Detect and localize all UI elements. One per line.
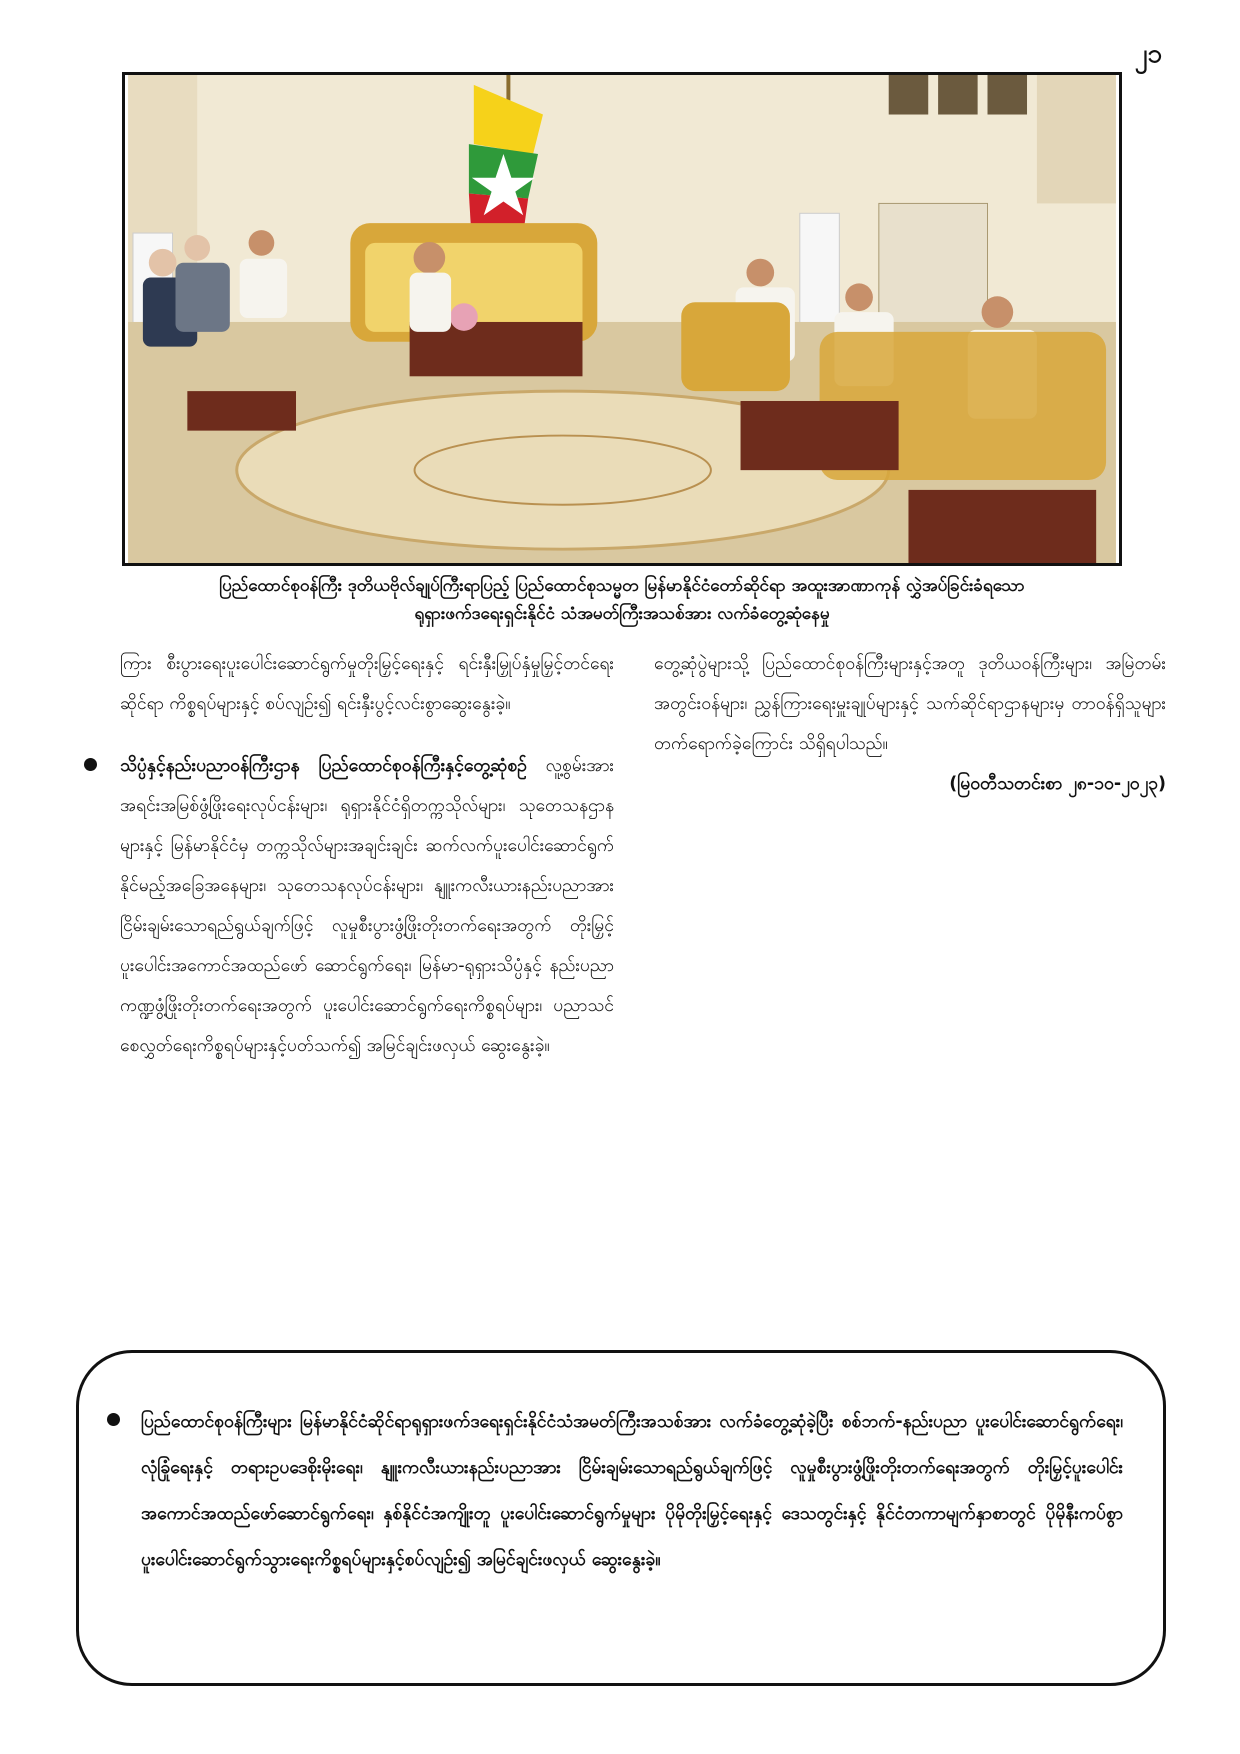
side-table-right	[741, 401, 899, 470]
caption-line-1: ပြည်ထောင်စုဝန်ကြီး ဒုတိယဗိုလ်ချုပ်ကြီးရာပြည့် ပြည်ထောင်စုသမ္မတ မြန်မာနိုင်ငံတော်ဆိုင်ရာ အထူးအာဏာကုန် လွှဲအပ်ခြင်းခံရသော	[219, 576, 1025, 596]
bullet-body: လူ့စွမ်းအား အရင်းအမြစ်ဖွံ့ဖြိုးရေးလုပ်ငန်းများ၊ ရုရှားနိုင်ငံရှိတက္ကသိုလ်များ၊ သုတေသနဌာနများနှင့် မြန်မာနိုင်ငံမှ တက္ကသိုလ်များအချင်းချင်း ဆက်လက်ပူးပေါင်းဆောင်ရွက်နိုင်မည့်အခြေအနေများ၊ သုတေသနလုပ်ငန်းများ၊ နျူးကလီးယားနည်းပညာအား ငြိမ်းချမ်းသောရည်ရွယ်ချက်ဖြင့် လူမှုစီးပွားဖွံ့ဖြိုးတိုးတက်ရေးအတွက် တိုးမြှင့်ပူးပေါင်းအကောင်အထည်ဖော် ဆောင်ရွက်ရေး၊ မြန်မာ-ရုရှားသိပ္ပံနှင့် နည်းပညာ ကဏ္ဍဖွံ့ဖြိုးတိုးတက်ရေးအတွက် ပူးပေါင်းဆောင်ရွက်ရေးကိစ္စရပ်များ၊ ပညာသင်စေလွှတ်ရေးကိစ္စရပ်များနှင့်ပတ်သက်၍ အမြင်ချင်းဖလှယ် ဆွေးနွေးခဲ့။	[120, 756, 614, 1056]
right-column	[654, 644, 1166, 804]
left-paragraph: ကြား စီးပွားရေးပူးပေါင်းဆောင်ရွက်မှုတိုးမြှင့်ရေးနှင့် ရင်းနှီးမြှုပ်နှံမှုမြှင့်တင်ရေးဆိုင်ရာ ကိစ္စရပ်များနှင့် စပ်လျဉ်း၍ ရင်းနှီးပွင့်လင်းစွာဆွေးနွေးခဲ့။	[120, 654, 614, 714]
caption-line-2: ရုရှားဖက်ဒရေးရှင်းနိုင်ငံ သံအမတ်ကြီးအသစ်အား လက်ခံတွေ့ဆုံနေမှု	[414, 604, 830, 624]
wall-frame	[889, 75, 929, 115]
meeting-photo	[122, 72, 1122, 566]
side-table-right-front	[908, 490, 1096, 563]
curtain-right	[1037, 75, 1116, 203]
host-head	[414, 242, 446, 274]
side-table-left	[187, 391, 296, 431]
bullet-icon	[84, 758, 97, 771]
wall-frame	[938, 75, 978, 115]
summary-text: ပြည်ထောင်စုဝန်ကြီးများ မြန်မာနိုင်ငံဆိုင်ရာရုရှားဖက်ဒရေးရှင်းနိုင်ငံသံအမတ်ကြီးအသစ်အား လက်ခံတွေ့ဆုံခဲ့ပြီး စစ်ဘက်-နည်းပညာ ပူးပေါင်းဆောင်ရွက်ရေး၊ လုံခြုံရေးနှင့် တရားဥပဒေစိုးမိုးရေး၊ နျူးကလီးယားနည်းပညာအား ငြိမ်းချမ်းသောရည်ရွယ်ချက်ဖြင့် လူမှုစီးပွားဖွံ့ဖြိုးတိုးတက်ရေးအတွက် တိုးမြှင့်ပူးပေါင်းအကောင်အထည်ဖော်ဆောင်ရွက်ရေး၊ နှစ်နိုင်ငံအကျိုးတူ ပူးပေါင်းဆောင်ရွက်မှုများ ပိုမိုတိုးမြှင့်ရေးနှင့် ဒေသတွင်းနှင့် နိုင်ငံတကာမျက်နှာစာတွင် ပိုမိုနီးကပ်စွာ ပူးပေါင်းဆောင်ရွက်သွားရေးကိစ္စရပ်များနှင့်စပ်လျဉ်း၍ အမြင်ချင်းဖလှယ် ဆွေးနွေးခဲ့။	[141, 1412, 1123, 1570]
guest-body	[175, 263, 229, 332]
official-head	[845, 283, 873, 311]
right-paragraph: တွေ့ဆုံပွဲများသို့ ပြည်ထောင်စုဝန်ကြီးများနှင့်အတူ ဒုတိယဝန်ကြီးများ၊ အမြဲတမ်းအတွင်းဝန်များ၊ ညွှန်ကြားရေးမှူးချုပ်များနှင့် သက်ဆိုင်ရာဌာနများမှ တာဝန်ရှိသူများ တက်ရောက်ခဲ့ကြောင်း သိရှိရပါသည်။	[654, 654, 1166, 754]
display-cabinet	[879, 203, 988, 341]
staff-head	[249, 230, 275, 256]
official-head	[746, 259, 774, 287]
flower-vase	[450, 303, 478, 331]
summary-box	[76, 1350, 1166, 1686]
right-sofa	[681, 302, 790, 391]
bullet-icon	[107, 1413, 120, 1426]
staff-body	[240, 259, 287, 318]
bullet-paragraph	[120, 746, 614, 1066]
meeting-photo-illustration	[125, 75, 1119, 563]
host-body	[410, 273, 451, 332]
page-number: ၂၁	[1134, 39, 1162, 69]
left-column	[120, 644, 614, 1066]
guest-head	[149, 249, 177, 277]
news-source: (မြဝတီသတင်းစာ ၂၈-၁၀-၂၀၂၃)	[949, 774, 1166, 794]
photo-caption	[90, 572, 1154, 628]
bullet-heading: သိပ္ပံနှင့်နည်းပညာဝန်ကြီးဌာန ပြည်ထောင်စုဝန်ကြီးနှင့်တွေ့ဆုံစဉ်	[120, 756, 527, 776]
science-ministry-bullet	[120, 746, 614, 1066]
guest-head	[184, 235, 210, 261]
summary-text-block	[141, 1399, 1123, 1583]
official-head	[982, 296, 1014, 328]
wall-frame	[988, 75, 1028, 115]
